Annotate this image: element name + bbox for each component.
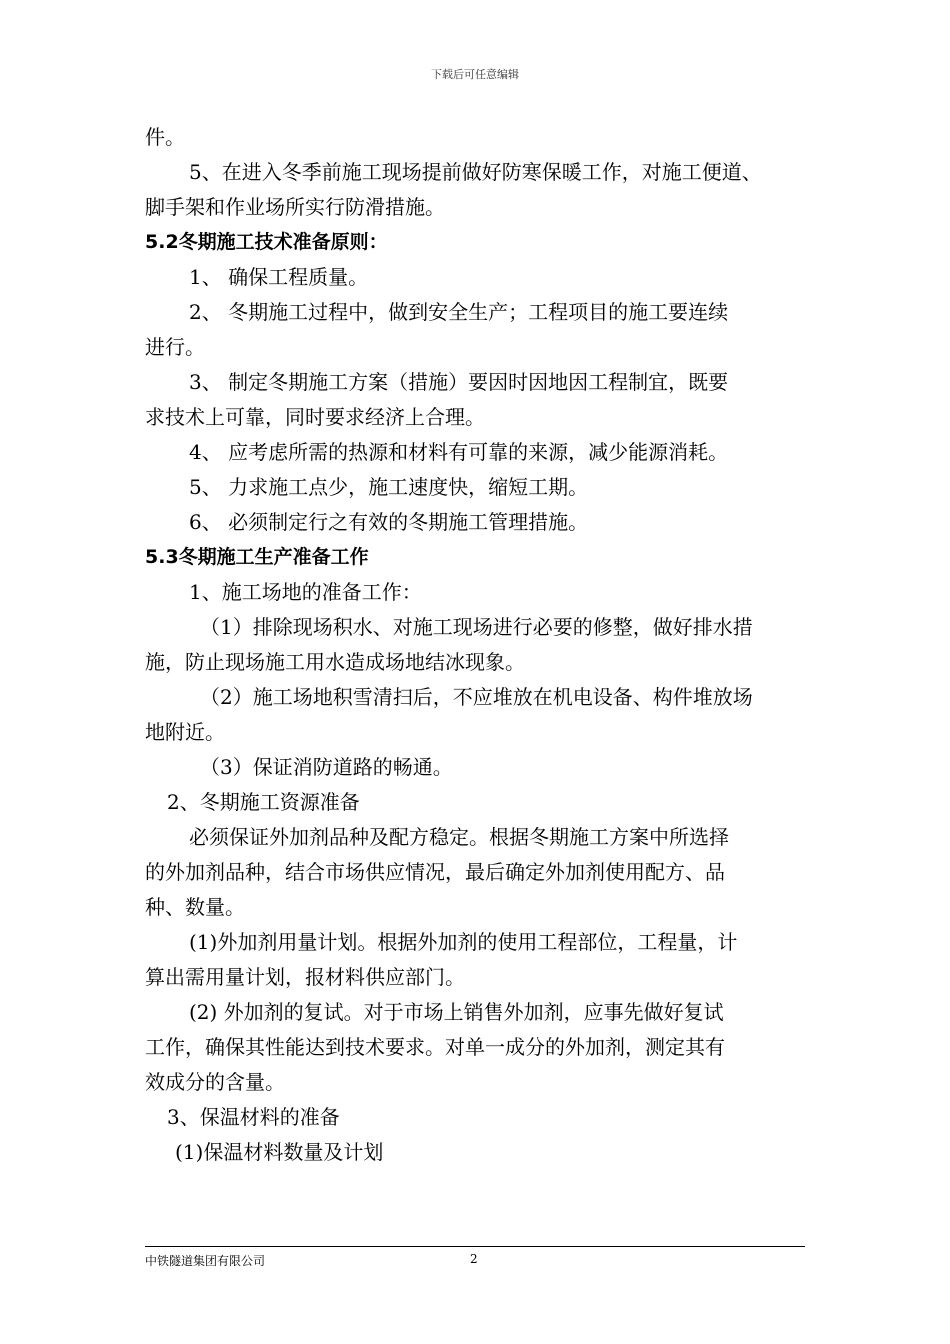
text-line: 求技术上可靠，同时要求经济上合理。	[145, 405, 485, 429]
text-line: 件。	[145, 125, 185, 149]
text-line: 工作，确保其性能达到技术要求。对单一成分的外加剂，测定其有	[145, 1035, 725, 1059]
text-line: 2、冬期施工资源准备	[167, 790, 360, 814]
text-line: 算出需用量计划，报材料供应部门。	[145, 965, 465, 989]
document-body	[145, 120, 805, 1170]
text-line: （2）施工场地积雪清扫后，不应堆放在机电设备、构件堆放场	[200, 685, 753, 709]
text-line: （3）保证消防道路的畅通。	[200, 755, 453, 779]
section-heading: 5.2冬期施工技术准备原则：	[145, 231, 388, 253]
text-line: 3、保温材料的准备	[167, 1105, 340, 1129]
text-line: 施，防止现场施工用水造成场地结冰现象。	[145, 650, 525, 674]
page-header: 下载后可任意编辑	[431, 68, 519, 81]
text-line: 的外加剂品种，结合市场供应情况，最后确定外加剂使用配方、品	[145, 860, 725, 884]
text-line: 种、数量。	[145, 895, 245, 919]
text-line: 必须保证外加剂品种及配方稳定。根据冬期施工方案中所选择	[189, 825, 729, 849]
text-line: 5、 力求施工点少，施工速度快，缩短工期。	[189, 475, 589, 499]
text-line: 脚手架和作业场所实行防滑措施。	[145, 195, 445, 219]
text-line: 2、 冬期施工过程中，做到安全生产；工程项目的施工要连续	[189, 300, 729, 324]
text-line: 效成分的含量。	[145, 1070, 285, 1094]
text-line: 6、 必须制定行之有效的冬期施工管理措施。	[189, 510, 589, 534]
text-line: 地附近。	[145, 720, 225, 744]
page-number: 2	[470, 1252, 478, 1266]
footer-company: 中铁隧道集团有限公司	[145, 1254, 266, 1268]
text-line: 4、 应考虑所需的热源和材料有可靠的来源，减少能源消耗。	[189, 440, 729, 464]
footer-divider	[145, 1246, 805, 1247]
text-line: (2) 外加剂的复试。对于市场上销售外加剂，应事先做好复试	[189, 1000, 724, 1024]
text-line: 1、 确保工程质量。	[189, 265, 369, 289]
text-line: 3、 制定冬期施工方案（措施）要因时因地因工程制宜，既要	[189, 370, 729, 394]
section-heading: 5.3冬期施工生产准备工作	[145, 546, 369, 568]
text-line: (1)外加剂用量计划。根据外加剂的使用工程部位，工程量，计	[189, 930, 738, 954]
text-line: （1）排除现场积水、对施工现场进行必要的修整，做好排水措	[200, 615, 753, 639]
text-line: 进行。	[145, 335, 205, 359]
text-line: 5、在进入冬季前施工现场提前做好防寒保暖工作，对施工便道、	[189, 160, 762, 184]
text-line: (1)保温材料数量及计划	[175, 1140, 384, 1164]
text-line: 1、施工场地的准备工作：	[189, 580, 422, 604]
